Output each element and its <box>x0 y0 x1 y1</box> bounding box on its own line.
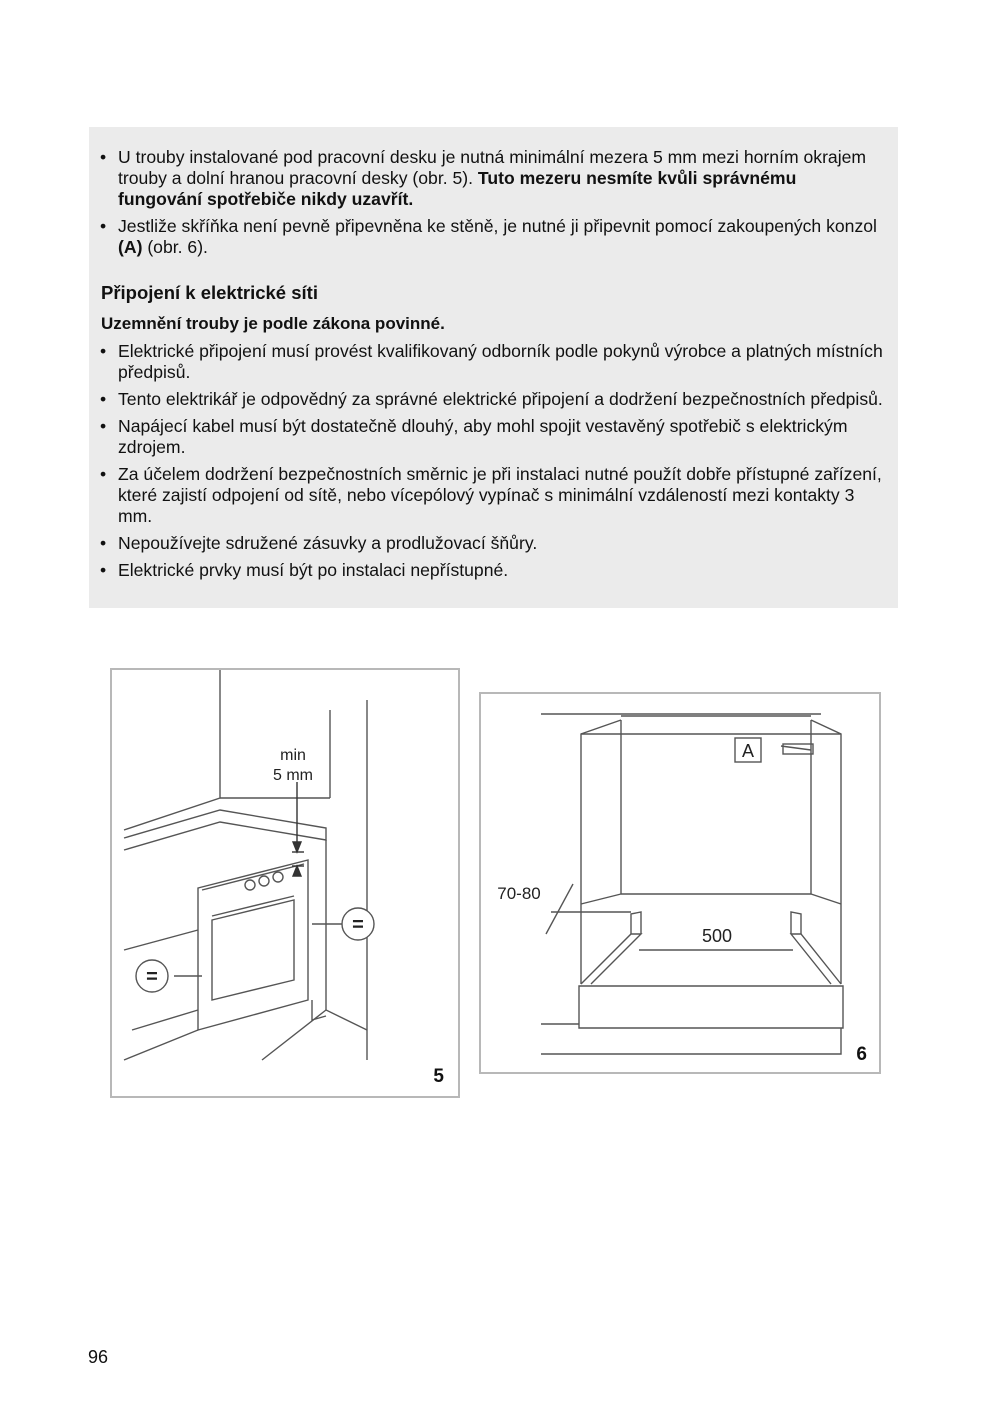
label-min: min <box>280 747 306 764</box>
figure-5-oven-clearance <box>110 668 460 1098</box>
list-item: • Elektrické připojení musí provést kvalifikovaný odborník podle pokynů výrobce a platných místních předpisů. <box>89 341 889 383</box>
label-500: 500 <box>701 926 733 946</box>
section-subheading: Uzemnění trouby je podle zákona povinné. <box>101 314 445 333</box>
label-70-80: 70-80 <box>497 884 541 903</box>
list-item: • Nepoužívejte sdružené zásuvky a prodlužovací šňůry. <box>89 533 889 554</box>
installation-notes-list <box>89 147 879 264</box>
equal-sign-right: = <box>352 914 364 936</box>
list-item: • Tento elektrikář je odpovědný za správné elektrické připojení a dodržení bezpečnostních předpisů. <box>89 389 889 410</box>
page-number: 96 <box>88 1347 109 1367</box>
bullet-text: U trouby instalované pod pracovní desku je nutná minimální mezera 5 mm mezi horním okrajem trouby a dolní hranou pracovní desky (obr. 5). <box>118 147 867 188</box>
list-item: • Napájecí kabel musí být dostatečně dlouhý, aby mohl spojit vestavěný spotřebič s elektrickým zdrojem. <box>89 416 889 458</box>
bullet-text: Jestliže skříňka není pevně připevněna ke stěně, je nutné ji připevnit pomocí zakoupených konzol <box>118 216 877 236</box>
list-item: • Elektrické prvky musí být po instalaci nepřístupné. <box>89 560 889 581</box>
figure-6-cabinet-bracket <box>479 692 881 1074</box>
section-heading: Připojení k elektrické síti <box>101 282 318 303</box>
list-item <box>89 147 879 210</box>
label-5mm: 5 mm <box>273 767 313 784</box>
bullet-bold-text: (A) <box>118 237 143 257</box>
figure-number: 5 <box>433 1066 444 1087</box>
electrical-requirements-list <box>89 341 889 587</box>
bullet-bold-text: Tuto mezeru nesmíte kvůli správnému fungování spotřebiče nikdy uzavřít. <box>118 168 797 209</box>
list-item: • Za účelem dodržení bezpečnostních směrnic je při instalaci nutné použít dobře přístupné zařízení, které zajistí odpojení od sítě, nebo vícepólový vypínač s minimální vzdáleností mezi kontakty 3 mm. <box>89 464 889 527</box>
oven-under-counter-illustration <box>112 670 458 1096</box>
bullet-text-after: (obr. 6). <box>142 237 208 257</box>
cabinet-illustration <box>481 694 879 1072</box>
equal-sign-left: = <box>146 966 158 988</box>
label-a: A <box>741 741 755 761</box>
list-item <box>89 216 879 258</box>
info-box <box>89 127 898 608</box>
figure-number: 6 <box>856 1044 867 1065</box>
